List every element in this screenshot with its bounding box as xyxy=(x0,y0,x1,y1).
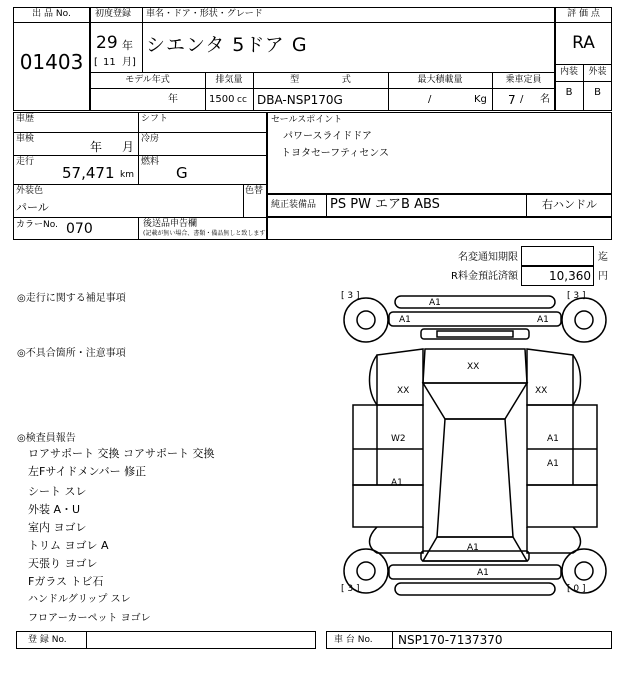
name-change-box xyxy=(521,246,594,266)
sales-point-1: パワースライドドア xyxy=(283,131,372,142)
displacement-unit: cc xyxy=(237,95,247,105)
inspector-note: ロアサポート 交換 コアサポート 交換 xyxy=(28,447,215,460)
sales-point-2: トヨタセーフティセンス xyxy=(281,148,389,159)
exterior-value: B xyxy=(594,87,601,98)
equipment-value: PS PW エアB ABS xyxy=(330,197,440,212)
interior-label: 内装 xyxy=(559,67,578,77)
fuel-value: G xyxy=(176,164,188,182)
driving-notes-title: ◎走行に関する補足事項 xyxy=(17,293,126,304)
rear-glass-mark: A1 xyxy=(467,543,479,553)
aftermarket-title: 後送品申告欄 xyxy=(143,219,198,229)
inspector-note: トリム ヨゴレ A xyxy=(28,539,109,552)
windshield-mark: XX xyxy=(467,362,480,372)
fuel-label: 燃料 xyxy=(141,157,160,167)
chassis-value: NSP170-7137370 xyxy=(398,633,503,647)
grade-value: RA xyxy=(572,33,595,53)
inspector-note: Fガラス トビ石 xyxy=(28,575,104,588)
exterior-label: 外装 xyxy=(588,67,607,77)
type-value: DBA-NSP170G xyxy=(257,93,343,107)
car-damage-diagram xyxy=(337,289,613,601)
first-reg-month-open: [ xyxy=(94,57,98,68)
capacity-value: 7 xyxy=(508,93,516,107)
model-year-label: モデル年式 xyxy=(125,75,170,85)
displacement-value: 1500 xyxy=(209,94,235,105)
front-bumper-mark: A1 xyxy=(429,298,441,308)
grade-label: 評 価 点 xyxy=(567,9,600,19)
hood-left-mark: A1 xyxy=(399,315,411,325)
inspection-year-unit: 年 xyxy=(90,140,103,154)
max-load-value: / xyxy=(428,94,432,105)
mileage-unit: km xyxy=(120,170,134,180)
max-load-unit: Kg xyxy=(474,94,487,105)
name-change-label: 名変通知期限 xyxy=(458,252,518,263)
color-no-value: 070 xyxy=(66,221,93,237)
left-front-door-mark: W2 xyxy=(391,434,406,444)
rear-bumper-mark: A1 xyxy=(477,568,489,578)
tire-front-right-icon xyxy=(562,298,606,342)
recycle-unit: 円 xyxy=(598,271,608,282)
model-year-unit: 年 xyxy=(168,94,178,105)
tire-front-left-icon xyxy=(344,298,388,342)
color-change-label: 色替 xyxy=(245,186,264,196)
color-label: 外装色 xyxy=(16,186,44,196)
left-rear-door-mark: A1 xyxy=(391,478,403,488)
mileage-value: 57,471 xyxy=(62,164,115,182)
mileage-label: 走行 xyxy=(16,157,35,167)
sales-title: セールスポイント xyxy=(271,115,343,125)
name-change-unit: 迄 xyxy=(598,252,608,263)
right-front-door-mark: A1 xyxy=(547,434,559,444)
capacity-unit: 名 xyxy=(540,94,550,105)
left-fender-mark: XX xyxy=(397,386,410,396)
tire-rr-count: [ 0 ] xyxy=(567,584,586,594)
inspector-note: 天張り ヨゴレ xyxy=(28,557,98,570)
car-name-label: 車名・ドア・形状・グレード xyxy=(146,9,263,19)
aircon-label: 冷房 xyxy=(141,134,160,144)
capacity-label: 乗車定員 xyxy=(505,75,542,85)
first-reg-year: 29 xyxy=(96,33,118,53)
first-reg-label: 初度登録 xyxy=(95,9,132,19)
inspector-note: シート スレ xyxy=(28,485,87,498)
tire-fr-count: [ 3 ] xyxy=(567,291,586,301)
interior-value: B xyxy=(565,87,573,98)
defects-title: ◎不具合箇所・注意事項 xyxy=(17,348,126,359)
type-label: 型 式 xyxy=(290,75,351,85)
handle-value: 右ハンドル xyxy=(542,198,597,211)
car-name: シエンタ 5ドア G xyxy=(146,34,308,56)
first-reg-year-unit: 年 xyxy=(122,39,133,52)
inspector-note: 外装 A・U xyxy=(28,503,81,516)
inspector-title: ◎検査員報告 xyxy=(17,433,76,444)
first-reg-month-unit: 月] xyxy=(122,57,136,68)
hood-right-mark: A1 xyxy=(537,315,549,325)
aftermarket-note: (記載が無い場合、書類・備品無しと致します) xyxy=(143,230,268,237)
registration-label: 登 録 No. xyxy=(28,635,67,645)
recycle-label: R料金預託済額 xyxy=(451,271,518,282)
color-no-label: カラーNo. xyxy=(16,220,58,230)
recycle-value: 10,360 xyxy=(549,269,591,283)
color-value: パール xyxy=(16,201,49,214)
lot-label: 出 品 No. xyxy=(32,9,71,19)
tire-rl-count: [ 3 ] xyxy=(341,584,360,594)
inspection-label: 車検 xyxy=(16,134,35,144)
right-fender-mark: XX xyxy=(535,386,548,396)
max-load-label: 最大積載量 xyxy=(417,75,463,85)
first-reg-month: 11 xyxy=(103,57,116,68)
inspector-note: 室内 ヨゴレ xyxy=(28,521,87,534)
right-rear-door-mark: A1 xyxy=(547,459,559,469)
inspector-note: フロアーカーペット ヨゴレ xyxy=(28,613,151,624)
chassis-label: 車 台 No. xyxy=(334,635,373,645)
shift-label: シフト xyxy=(141,114,169,124)
capacity-sep: / xyxy=(520,94,524,105)
equipment-label: 純正装備品 xyxy=(271,200,317,210)
inspector-note: ハンドルグリップ スレ xyxy=(28,594,131,605)
displacement-label: 排気量 xyxy=(215,75,243,85)
history-label: 車歴 xyxy=(16,114,35,124)
lot-number: 01403 xyxy=(19,50,84,74)
tire-fl-count: [ 3 ] xyxy=(341,291,360,301)
inspector-note: 左Fサイドメンバー 修正 xyxy=(28,465,147,478)
inspection-month-unit: 月 xyxy=(122,140,135,154)
